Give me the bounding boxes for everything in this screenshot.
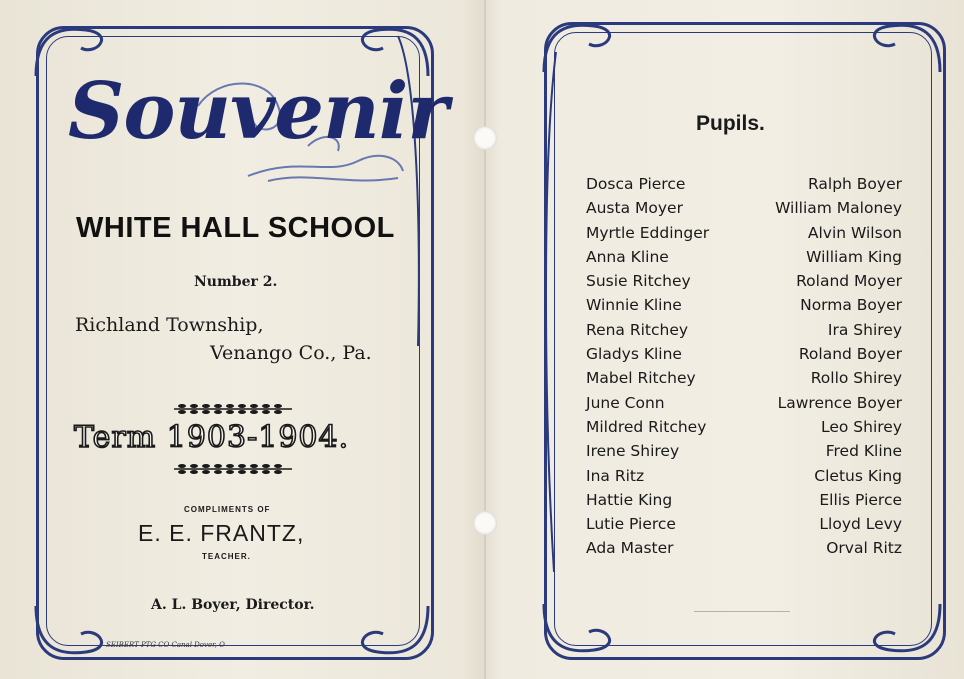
punch-hole-bottom [473, 511, 497, 535]
pupil-name: Rollo Shirey [810, 369, 902, 388]
pupil-name: Ira Shirey [827, 320, 902, 339]
pupil-name: Roland Moyer [796, 272, 902, 291]
leaf-divider-top [172, 402, 294, 416]
teacher-name: E. E. FRANTZ, [138, 520, 305, 546]
pupil-name: Ina Ritz [586, 466, 645, 485]
leaf-divider-bottom [172, 462, 294, 476]
pupil-name: Lawrence Boyer [777, 393, 902, 412]
pupils-list-left [586, 172, 709, 561]
pupil-name: Winnie Kline [586, 296, 682, 315]
pupil-name: Mildred Ritchey [586, 417, 707, 436]
pupil-name: Dosca Pierce [586, 175, 686, 193]
pupil-name: William King [806, 247, 902, 266]
county: Venango Co., Pa. [210, 342, 372, 364]
pupil-name: Ellis Pierce [819, 490, 902, 509]
school-number: Number 2. [194, 274, 278, 290]
township: Richland Township, [75, 314, 264, 336]
director-name: A. L. Boyer, Director. [151, 597, 315, 613]
pupil-name: Susie Ritchey [586, 272, 691, 291]
pupils-title: Pupils. [696, 112, 765, 135]
pupil-name: Ada Master [586, 539, 674, 558]
blank-line [694, 611, 790, 612]
pupil-name: William Maloney [775, 199, 902, 218]
school-name: WHITE HALL SCHOOL [76, 212, 395, 244]
compliments-label: COMPLIMENTS OF [184, 505, 271, 514]
pupil-name: Gladys Kline [586, 345, 682, 364]
pupil-name: June Conn [586, 393, 665, 412]
pupil-name: Anna Kline [586, 247, 669, 266]
souvenir-header [68, 66, 448, 201]
pupil-name: Leo Shirey [820, 417, 902, 436]
pupil-name: Myrtle Eddinger [586, 223, 710, 242]
pupils-list-right [775, 172, 902, 561]
pupil-name: Norma Boyer [800, 296, 902, 315]
school-term: Term 1903-1904. [74, 420, 350, 455]
pupil-name: Austa Moyer [586, 199, 683, 218]
pupil-name: Rena Ritchey [586, 320, 689, 339]
pupil-name: Fred Kline [825, 442, 902, 461]
pupil-name: Lutie Pierce [586, 515, 676, 534]
printer-credit: SEIBERT PTG CO Canal Dover, O [106, 641, 225, 649]
teacher-label: TEACHER. [202, 552, 251, 561]
pupil-name: Roland Boyer [798, 345, 902, 364]
pupil-name: Alvin Wilson [807, 223, 902, 242]
pupil-name: Lloyd Levy [819, 515, 902, 534]
souvenir-title: Souvenir [68, 66, 448, 157]
pupil-name: Cletus King [814, 466, 902, 485]
pupil-name: Ralph Boyer [807, 175, 902, 193]
pupil-name: Hattie King [586, 490, 673, 509]
pupil-name: Orval Ritz [826, 539, 902, 558]
center-fold [484, 0, 486, 679]
pupil-name: Mabel Ritchey [586, 369, 696, 388]
pupil-name: Irene Shirey [586, 442, 680, 461]
punch-hole-top [473, 126, 497, 150]
